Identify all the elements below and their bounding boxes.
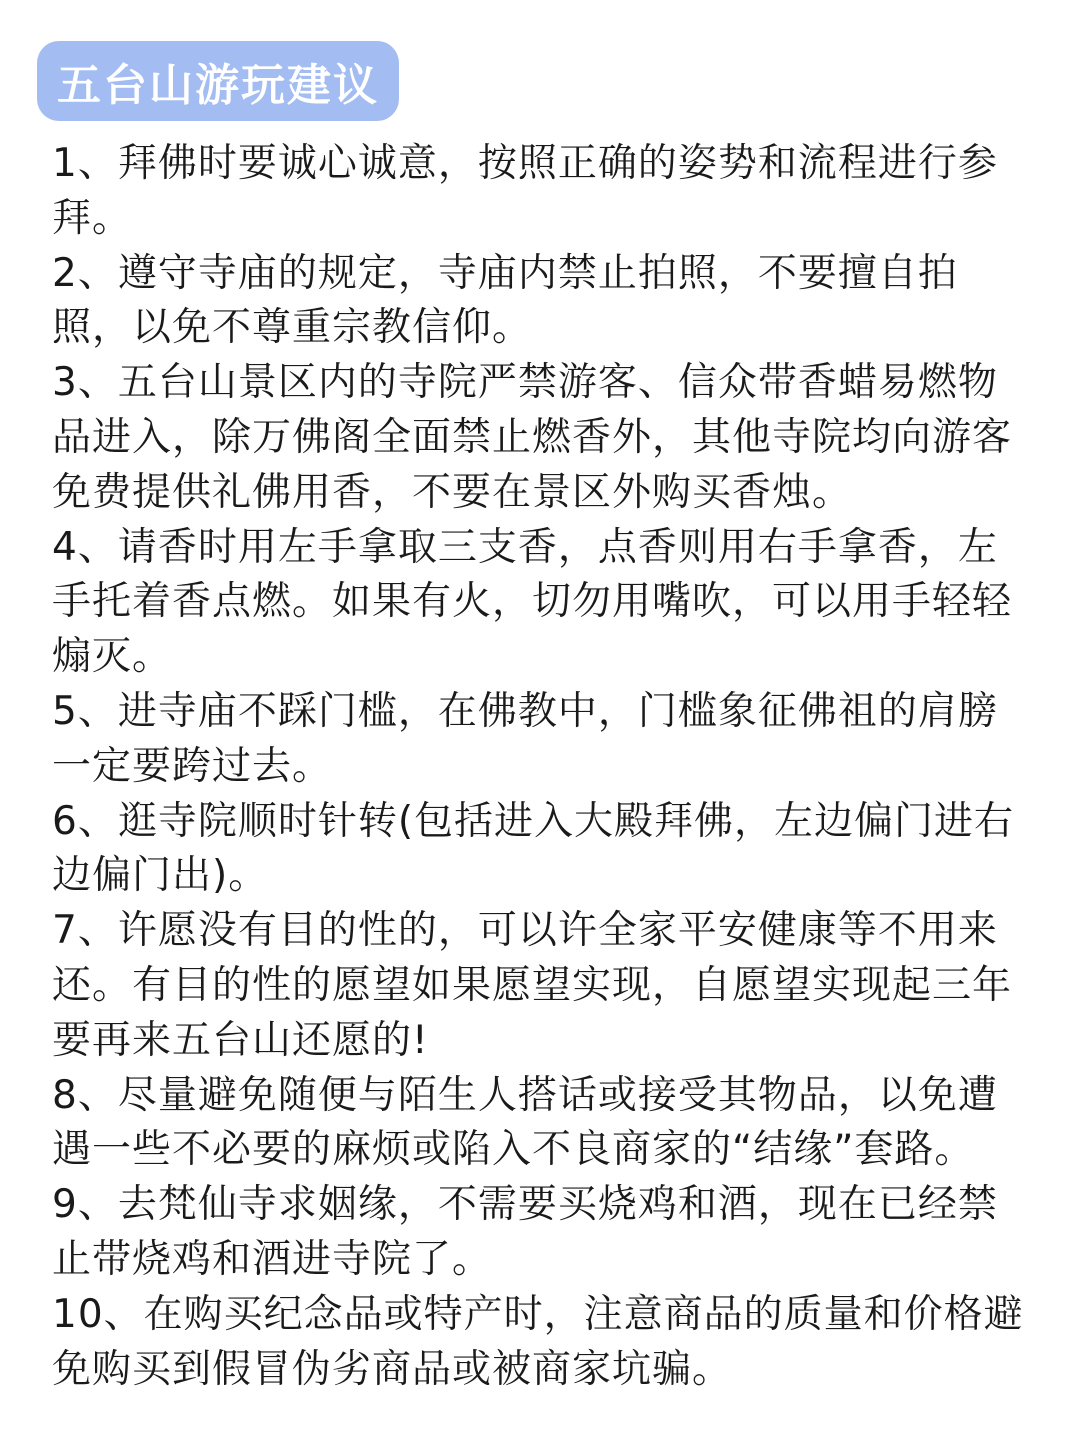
tip-item: 9、去梵仙寺求姻缘，不需要买烧鸡和酒，现在已经禁止带烧鸡和酒进寺院了。 xyxy=(52,1182,998,1282)
tip-item: 5、进寺庙不踩门槛，在佛教中，门槛象征佛祖的肩膀一定要跨过去。 xyxy=(52,688,998,789)
page-title: 五台山游玩建议 xyxy=(57,60,379,111)
tip-item: 4、请香时用左手拿取三支香，点香则用右手拿香，左手托着香点燃。如果有火，切勿用嘴吹，可以用手轻轻煽灭。 xyxy=(52,524,1013,680)
tip-item: 2、遵守寺庙的规定，寺庙内禁止拍照，不要擅自拍照，以免不尊重宗教信仰。 xyxy=(52,250,958,351)
title-badge xyxy=(37,41,399,121)
tip-item: 6、逛寺院顺时针转(包括进入大殿拜佛，左边偏门进右边偏门出)。 xyxy=(52,798,1015,899)
tip-item: 7、许愿没有目的性的，可以许全家平安健康等不用来还。有目的性的愿望如果愿望实现，自愿望实现起三年要再来五台山还愿的! xyxy=(52,908,1013,1063)
tips-list xyxy=(52,137,1027,1397)
tip-item: 10、在购买纪念品或特产时，注意商品的质量和价格避免购买到假冒伪劣商品或被商家坑骗。 xyxy=(52,1291,1024,1392)
tip-item: 1、拜佛时要诚心诚意，按照正确的姿势和流程进行参拜。 xyxy=(52,141,998,241)
tip-item: 3、五台山景区内的寺院严禁游客、信众带香蜡易燃物品进入，除万佛阁全面禁止燃香外，其他寺院均向游客免费提供礼佛用香，不要在景区外购买香烛。 xyxy=(52,360,1013,515)
tip-item: 8、尽量避免随便与陌生人搭话或接受其物品，以免遭遇一些不必要的麻烦或陷入不良商家的“结缘”套路。 xyxy=(52,1072,998,1173)
